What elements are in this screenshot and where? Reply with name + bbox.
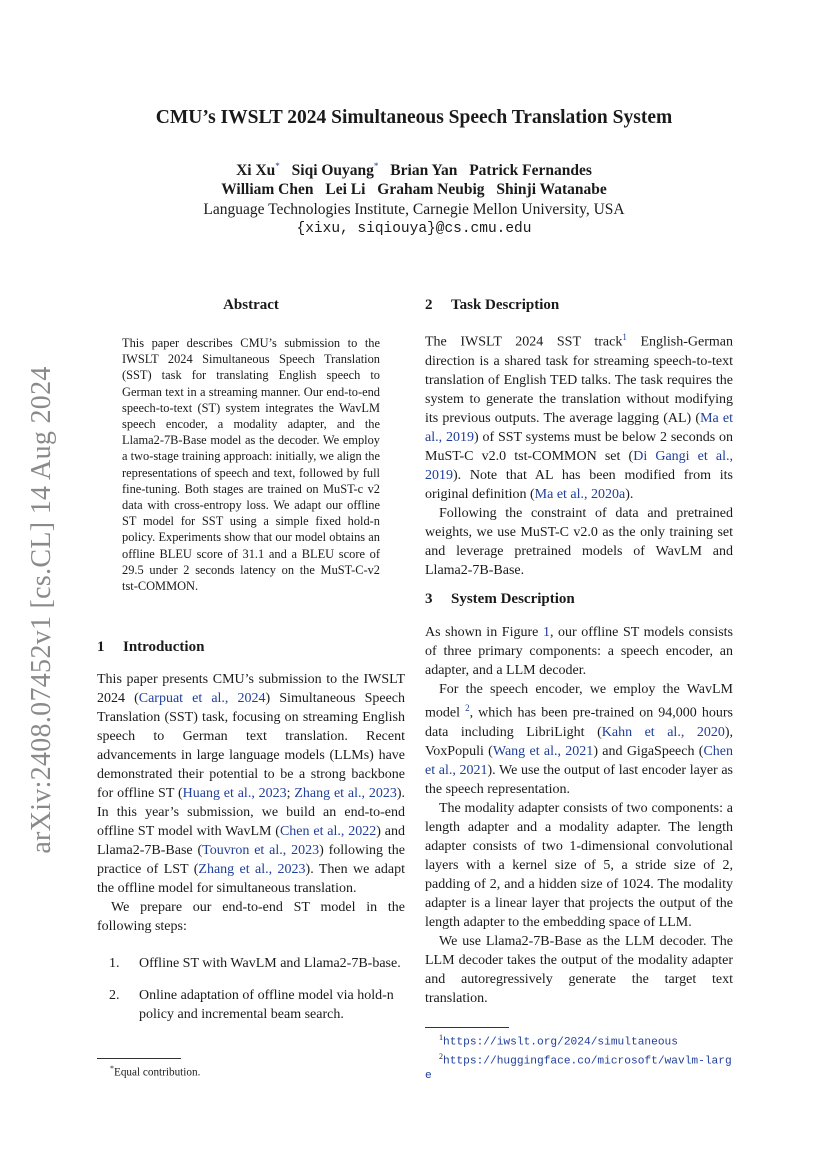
citation-link[interactable]: Ma et al., 2019 — [425, 410, 734, 445]
figure-link[interactable]: 1 — [542, 625, 550, 640]
citation-link[interactable]: Kahn et al., 2020 — [601, 724, 725, 740]
citation-link[interactable]: Huang et al., 2023 — [182, 786, 287, 801]
author-name[interactable]: Xi Xu* — [236, 161, 280, 180]
footnote-divider — [97, 1058, 181, 1059]
footnote-ref[interactable]: 1 — [622, 332, 627, 342]
paragraph: For the speech encoder, we employ the WavLM model $^2$, which has been pre-trained on 94,000 hours data including LibriLight (Kahn et al., 2020), VoxPopuli (Wang et al., 2021) and GigaSpeech (Chen et al., 2021). We use the output of last encoder layer as the speech representation. — [425, 682, 734, 797]
author-name[interactable]: Lei Li — [325, 181, 366, 198]
citation-link[interactable]: Wang et al., 2021 — [492, 743, 594, 759]
paragraph: This paper presents CMU’s submission to the IWSLT 2024 (Carpuat et al., 2024) Simultaneous Speech Translation (SST) task, focusing on streaming English speech to German text translation. Recent advancements in large language models (LLMs) have demonstrated their potential to be a strong backbone for offline ST (Huang et al., 2023; Zhang et al., 2023). In this year’s submission, we build an end-to-end offline ST model with WavLM (Chen et al., 2022) and Llama2-7B-Base (Touvron et al., 2023) following the practice of LST (Zhang et al., 2023). Then we adapt the offline model for simultaneous translation. — [97, 672, 406, 896]
contact-email[interactable]: {xixu, siqiouya}@cs.cmu.edu — [296, 221, 532, 237]
citation-link[interactable]: Chen et al., 2022 — [279, 824, 377, 839]
paragraph: We prepare our end-to-end ST model in the following steps: — [97, 900, 405, 934]
author-name[interactable]: Patrick Fernandes — [469, 162, 592, 180]
footnotes-urls — [425, 1031, 733, 1083]
paper-title: CMU’s IWSLT 2024 Simultaneous Speech Translation System — [155, 107, 673, 128]
author-name[interactable]: Graham Neubig — [377, 181, 485, 198]
footnote-item: $^2$https://huggingface.co/microsoft/wavlm-large — [425, 1051, 732, 1083]
task-description-body — [425, 328, 733, 580]
abstract-heading: Abstract — [223, 297, 279, 313]
citation-link[interactable]: Zhang et al., 2023 — [294, 786, 397, 801]
paragraph: The modality adapter consists of two components: a length adapter and a modality adapter. The length adapter consists of two 1-dimensional convolutional layers with a kernel size of 5, a stride size of 2, padding of 2, and a hidden size of 1024. The modality adapter is a linear layer that projects the output of the length adapter to the embedding space of LLM. — [425, 800, 733, 930]
footnote-url-link[interactable]: https://huggingface.co/microsoft/wavlm-large — [425, 1055, 732, 1083]
citation-link[interactable]: Touvron et al., 2023 — [202, 843, 320, 858]
arxiv-identifier: arXiv:2408.07452v1 [cs.CL] 14 Aug 2024 — [26, 366, 57, 854]
footnote-url-link[interactable]: https://iwslt.org/2024/simultaneous — [443, 1036, 678, 1049]
abstract-text: This paper describes CMU’s submission to the IWSLT 2024 Simultaneous Speech Translation (SST) task for translating English speech to German text in a streaming manner. Our end-to-end speech-to-text (ST) system integrates the WavLM speech encoder, a modality adapter, and the Llama2-7B-Base model as the decoder. We employ a two-stage training approach: initially, we align the representations of speech and text, followed by full fine-tuning. Both stages are trained on MuST-c v2 data with cross-entropy loss. We adapt our offline ST model for SST using a simple fixed hold-n policy. Experiments show that our model obtains an offline BLEU score of 31.1 and a BLEU score of 29.5 under 2 seconds latency on the MuST-C-v2 tst-COMMON. — [122, 336, 380, 594]
author-list-line-2 — [0, 181, 828, 199]
section-heading-task-description: 2 Task Description — [425, 297, 560, 313]
footnote-item: $^1$https://iwslt.org/2024/simultaneous — [439, 1033, 678, 1049]
system-description-body — [425, 623, 733, 1008]
author-name[interactable]: Siqi Ouyang* — [291, 161, 379, 180]
author-name[interactable]: Shinji Watanabe — [496, 181, 607, 198]
section-heading-introduction: 1 Introduction — [97, 639, 205, 655]
footnote-ref[interactable]: 2 — [465, 703, 470, 713]
citation-link[interactable]: Zhang et al., 2023 — [198, 862, 306, 877]
list-item: 1. Offline ST with WavLM and Llama2-7B-base. — [109, 956, 401, 971]
author-list-line-1 — [0, 161, 828, 180]
affiliation: Language Technologies Institute, Carnegie Mellon University, USA — [203, 201, 625, 218]
citation-link[interactable]: Chen et al., 2021 — [425, 743, 733, 778]
paragraph: As shown in Figure 1, our offline ST models consists of three primary components: a speech encoder, an adapter, and a LLM decoder. — [425, 625, 733, 678]
paragraph: Following the constraint of data and pretrained weights, we use MuST-C v2.0 as the only training set and leverage pretrained models of WavLM and Llama2-7B-Base. — [425, 505, 733, 578]
footnote-equal-contribution: *Equal contribution. — [110, 1064, 201, 1079]
section-heading-system-description: 3 System Description — [425, 591, 575, 607]
citation-link[interactable]: Carpuat et al., 2024 — [138, 691, 266, 706]
citation-link[interactable]: Ma et al., 2020a — [534, 486, 626, 502]
citation-link[interactable]: Di Gangi et al., 2019 — [425, 448, 734, 483]
author-name[interactable]: Brian Yan — [390, 162, 458, 180]
step-list — [97, 954, 405, 1024]
paragraph: The IWSLT 2024 SST track$^1$ English-German direction is a shared task for streaming speech-to-text translation of English TED talks. The task requires the system to generate the translation without modifying its previous outputs. The average lagging (AL) (Ma et al., 2019) of SST systems must be below 2 seconds on MuST-C v2.0 tst-COMMON set (Di Gangi et al., 2019). Note that AL has been modified from its original definition (Ma et al., 2020a). — [425, 332, 734, 502]
list-item: 2. Online adaptation of offline model via hold-n policy and incremental beam search. — [109, 988, 394, 1022]
footnote-divider — [425, 1027, 509, 1028]
introduction-body — [97, 670, 405, 1037]
paragraph: We use Llama2-7B-Base as the LLM decoder. The LLM decoder takes the output of the modality adapter and autoregressively generate the target text translation. — [425, 933, 733, 1006]
author-name[interactable]: William Chen — [221, 181, 314, 198]
